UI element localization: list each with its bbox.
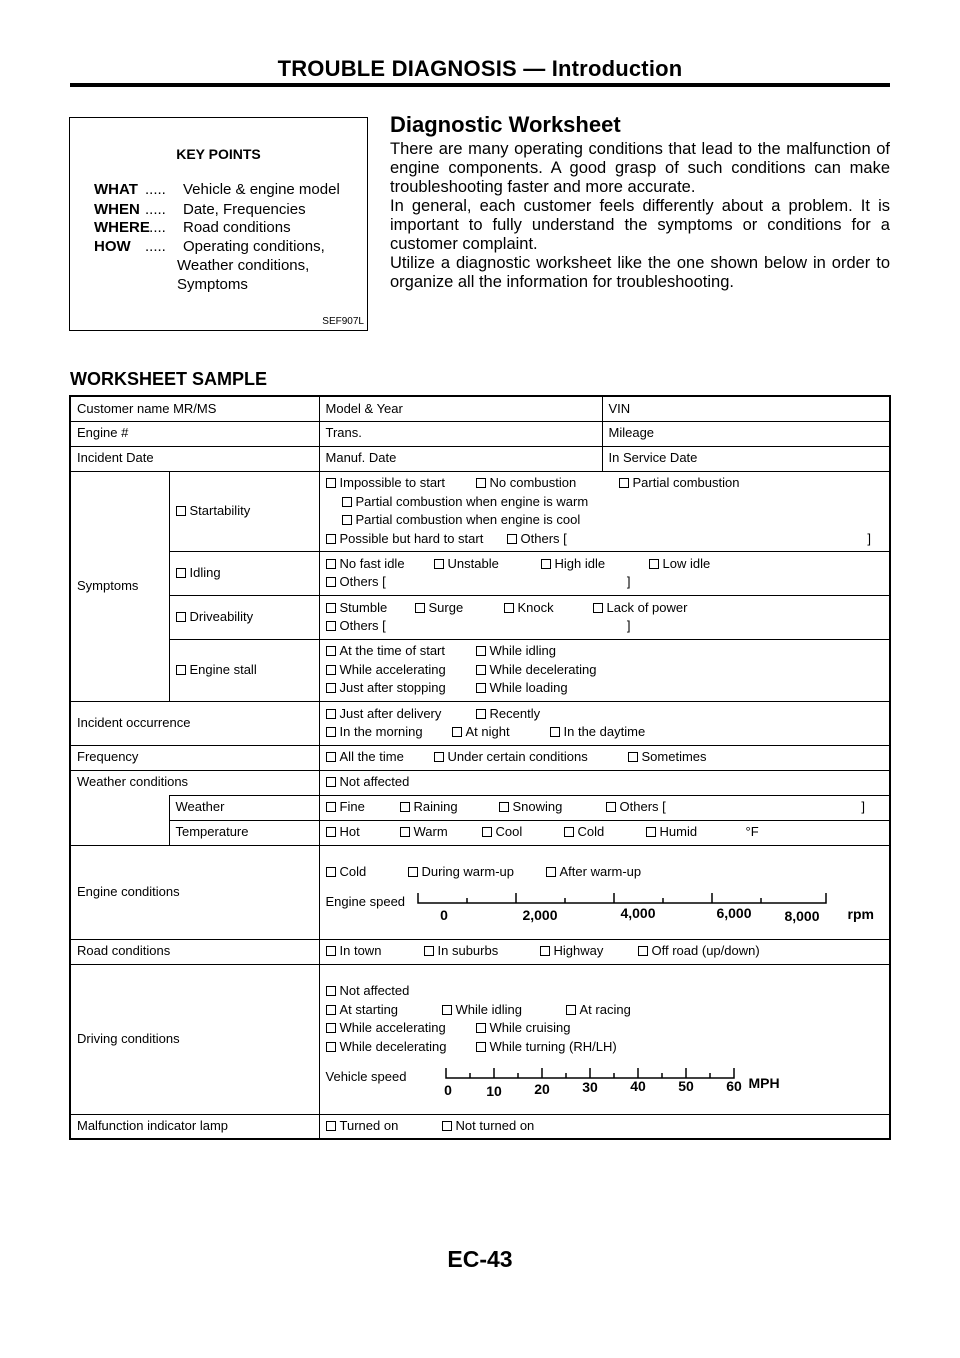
symptoms-label: Symptoms (70, 471, 169, 701)
temperature-label: Temperature (169, 820, 319, 845)
rpm-unit: rpm (847, 906, 874, 923)
checkbox[interactable] (476, 665, 486, 675)
checkbox[interactable] (326, 603, 336, 613)
option: All the time (326, 748, 434, 767)
option: Stumble (326, 599, 415, 618)
checkbox[interactable] (326, 946, 336, 956)
checkbox[interactable] (326, 777, 336, 787)
key-point-row: HOW ..... Operating conditions, (94, 238, 325, 255)
checkbox[interactable] (564, 827, 574, 837)
option: Cool (482, 823, 564, 842)
option: Highway (540, 942, 638, 961)
option: At starting (326, 1001, 442, 1020)
checkbox[interactable] (646, 827, 656, 837)
weather-not-affected: Not affected (319, 770, 890, 795)
vehicle-speed-row (325, 1066, 884, 1099)
checkbox[interactable] (546, 867, 556, 877)
checkbox[interactable] (326, 665, 336, 675)
checkbox[interactable] (326, 802, 336, 812)
rpm-tick-label: 4,000 (619, 905, 656, 922)
option: Just after stopping (326, 679, 476, 698)
option: Just after delivery (326, 705, 476, 724)
incident-occurrence-label: Incident occurrence (70, 701, 319, 745)
engine-no-cell[interactable]: Engine # (70, 421, 319, 446)
checkbox[interactable] (408, 867, 418, 877)
checkbox[interactable] (176, 568, 186, 578)
mil-options (319, 1114, 890, 1139)
option: Others [ (507, 530, 567, 549)
startability-label[interactable]: Startability (169, 471, 319, 551)
temperature-options: Hot Warm Cool Cold Humid °F (319, 820, 890, 845)
checkbox[interactable] (326, 646, 336, 656)
worksheet-table (69, 395, 891, 1140)
mph-tick-label: 30 (581, 1079, 598, 1095)
in-service-date-cell[interactable]: In Service Date (602, 446, 890, 471)
checkbox[interactable] (593, 603, 603, 613)
checkbox[interactable] (176, 612, 186, 622)
option: At night (452, 723, 550, 742)
mph-scale[interactable] (444, 1066, 744, 1102)
checkbox[interactable] (326, 709, 336, 719)
checkbox[interactable] (326, 559, 336, 569)
rpm-tick-label: 0 (439, 907, 448, 924)
option: While loading (476, 679, 568, 698)
checkbox[interactable] (326, 621, 336, 631)
idling-label[interactable]: Idling (169, 551, 319, 595)
engine-conditions-options (319, 845, 890, 939)
checkbox[interactable] (452, 727, 462, 737)
option: No combustion (476, 474, 619, 493)
option: While idling (476, 642, 556, 661)
checkbox[interactable] (326, 827, 336, 837)
key-points-figure (69, 117, 368, 331)
option: Impossible to start (326, 474, 476, 493)
rpm-scale[interactable] (416, 891, 836, 927)
vehicle-speed-label: Vehicle speed (325, 1069, 407, 1084)
mph-tick-label: 40 (629, 1078, 646, 1094)
intro-paragraph: Utilize a diagnostic worksheet like the one shown below in order to organize all the information for troubleshooting. (390, 254, 890, 291)
checkbox[interactable] (326, 1121, 336, 1131)
checkbox[interactable] (326, 867, 336, 877)
weather-options: Fine Raining Snowing Others [ ] (319, 795, 890, 820)
option: Cold (564, 823, 646, 842)
key-point-row: Weather conditions, (177, 257, 310, 274)
checkbox[interactable] (476, 1023, 486, 1033)
option: Unstable (434, 555, 541, 574)
section-title: Diagnostic Worksheet (390, 112, 621, 137)
key-points-title: KEY POINTS (176, 146, 261, 162)
weather-conditions-label: Weather conditions (70, 770, 319, 795)
intro-text (390, 140, 890, 292)
option: While decelerating (326, 1038, 476, 1057)
engine-speed-row (325, 891, 884, 925)
intro-paragraph: There are many operating conditions that lead to the malfunction of engine components. A good grasp of such conditions can make troubleshooting faster and more accurate. (390, 140, 890, 196)
driving-conditions-label: Driving conditions (70, 964, 319, 1114)
option: Surge (415, 599, 504, 618)
checkbox[interactable] (326, 683, 336, 693)
checkbox[interactable] (649, 559, 659, 569)
option: Under certain conditions (434, 748, 628, 767)
option: Hot (326, 823, 400, 842)
checkbox[interactable] (326, 727, 336, 737)
mph-tick-label: 20 (533, 1081, 550, 1097)
checkbox[interactable] (326, 534, 336, 544)
checkbox[interactable] (550, 727, 560, 737)
option: While cruising (476, 1019, 571, 1038)
key-point-row: WHEN ..... Date, Frequencies (94, 201, 306, 218)
option: Warm (400, 823, 482, 842)
checkbox[interactable] (540, 946, 550, 956)
frequency-options (319, 745, 890, 770)
empty-cell (70, 820, 169, 845)
trans-cell[interactable]: Trans. (319, 421, 602, 446)
checkbox[interactable] (326, 752, 336, 762)
checkbox[interactable] (400, 827, 410, 837)
checkbox[interactable] (176, 665, 186, 675)
idling-options: No fast idle Unstable High idle Low idle Others [ ] (319, 551, 890, 595)
option: Partial combustion (619, 474, 740, 493)
option: Others [ (606, 798, 666, 817)
checkbox[interactable] (566, 1005, 576, 1015)
manuf-date-cell[interactable]: Manuf. Date (319, 446, 602, 471)
rpm-tick-label: 2,000 (521, 907, 558, 924)
customer-name-cell[interactable]: Customer name MR/MS (70, 396, 319, 421)
checkbox[interactable] (434, 559, 444, 569)
option: While decelerating (476, 661, 597, 680)
key-point-row: Symptoms (177, 276, 248, 293)
checkbox[interactable] (541, 559, 551, 569)
engine-conditions-label: Engine conditions (70, 845, 319, 939)
checkbox[interactable] (326, 986, 336, 996)
option: Low idle (649, 555, 711, 574)
rpm-tick-label: 8,000 (783, 908, 820, 925)
rpm-tick-label: 6,000 (715, 905, 752, 922)
key-point-row: WHERE..... Road conditions (94, 219, 291, 236)
option: Turned on (326, 1117, 442, 1136)
checkbox[interactable] (326, 478, 336, 488)
checkbox[interactable] (326, 1023, 336, 1033)
key-point-row: WHAT ..... Vehicle & engine model (94, 181, 340, 198)
option: At the time of start (326, 642, 476, 661)
frequency-label: Frequency (70, 745, 319, 770)
option: Knock (504, 599, 593, 618)
option: In the daytime (550, 723, 646, 742)
figure-code: SEF907L (322, 316, 364, 327)
road-conditions-options (319, 939, 890, 964)
option: Snowing (499, 798, 606, 817)
mph-tick-label: 60 (725, 1078, 742, 1094)
engine-stall-options (319, 639, 890, 701)
mil-label: Malfunction indicator lamp (70, 1114, 319, 1139)
checkbox[interactable] (638, 946, 648, 956)
option: No fast idle (326, 555, 434, 574)
checkbox[interactable] (342, 515, 352, 525)
checkbox[interactable] (326, 1005, 336, 1015)
header-rule (70, 83, 890, 87)
engine-stall-label[interactable]: Engine stall (169, 639, 319, 701)
checkbox[interactable] (476, 709, 486, 719)
page-number: EC-43 (447, 1246, 513, 1272)
option: While idling (442, 1001, 566, 1020)
checkbox[interactable] (176, 506, 186, 516)
checkbox[interactable] (326, 1042, 336, 1052)
option: Humid (646, 823, 746, 842)
option: Recently (476, 705, 541, 724)
checkbox[interactable] (476, 1042, 486, 1052)
option: During warm-up (408, 863, 546, 882)
intro-paragraph: In general, each customer feels differently about a problem. It is important to fully understand the symptoms or conditions for a customer complaint. (390, 197, 890, 253)
option: Off road (up/down) (638, 942, 760, 961)
mph-tick-label: 50 (677, 1078, 694, 1094)
mileage-cell[interactable]: Mileage (602, 421, 890, 446)
checkbox[interactable] (424, 946, 434, 956)
checkbox[interactable] (628, 752, 638, 762)
option: Raining (400, 798, 499, 817)
option: After warm-up (546, 863, 642, 882)
worksheet-title: WORKSHEET SAMPLE (70, 369, 268, 389)
checkbox[interactable] (342, 497, 352, 507)
checkbox[interactable] (415, 603, 425, 613)
mph-tick-label: 10 (485, 1083, 502, 1099)
startability-options: Impossible to start No combustion Partial combustion Partial combustion when engine is warm Partial combustion when engine is cool Possible but hard to start Others [ ] (319, 471, 890, 551)
checkbox[interactable] (434, 752, 444, 762)
checkbox[interactable] (619, 478, 629, 488)
mph-unit: MPH (748, 1075, 780, 1091)
option: Lack of power (593, 599, 688, 618)
option: Sometimes (628, 748, 707, 767)
checkbox[interactable] (507, 534, 517, 544)
checkbox[interactable] (326, 577, 336, 587)
checkbox[interactable] (482, 827, 492, 837)
driveability-label[interactable]: Driveability (169, 595, 319, 639)
option: In suburbs (424, 942, 540, 961)
option: In town (326, 942, 424, 961)
empty-cell (70, 795, 169, 820)
checkbox[interactable] (400, 802, 410, 812)
incident-occurrence-options (319, 701, 890, 745)
driveability-options: Stumble Surge Knock Lack of power Others [ ] (319, 595, 890, 639)
checkbox[interactable] (476, 683, 486, 693)
option: High idle (541, 555, 649, 574)
model-year-cell[interactable]: Model & Year (319, 396, 602, 421)
checkbox[interactable] (499, 802, 509, 812)
checkbox[interactable] (442, 1005, 452, 1015)
option: While turning (RH/LH) (476, 1038, 617, 1057)
vin-cell[interactable]: VIN (602, 396, 890, 421)
option: Possible but hard to start (326, 530, 507, 549)
weather-label: Weather (169, 795, 319, 820)
mph-tick-label: 0 (443, 1082, 452, 1098)
checkbox[interactable] (476, 478, 486, 488)
checkbox[interactable] (476, 646, 486, 656)
option: Cold (326, 863, 408, 882)
engine-speed-label: Engine speed (325, 894, 406, 910)
option: In the morning (326, 723, 452, 742)
option: Not turned on (442, 1117, 535, 1136)
option: While accelerating (326, 1019, 476, 1038)
checkbox[interactable] (442, 1121, 452, 1131)
option: At racing (566, 1001, 631, 1020)
option: While accelerating (326, 661, 476, 680)
road-conditions-label: Road conditions (70, 939, 319, 964)
driving-conditions-options: Not affected At starting While idling At racing While accelerating While cruising While decelerating While turning (RH/LH) Vehicle speed 0 10 20 30 40 50 60 MPH (319, 964, 890, 1114)
checkbox[interactable] (504, 603, 514, 613)
incident-date-cell[interactable]: Incident Date (70, 446, 319, 471)
checkbox[interactable] (606, 802, 616, 812)
option: Fine (326, 798, 400, 817)
page-header-title: TROUBLE DIAGNOSIS — Introduction (277, 56, 683, 81)
